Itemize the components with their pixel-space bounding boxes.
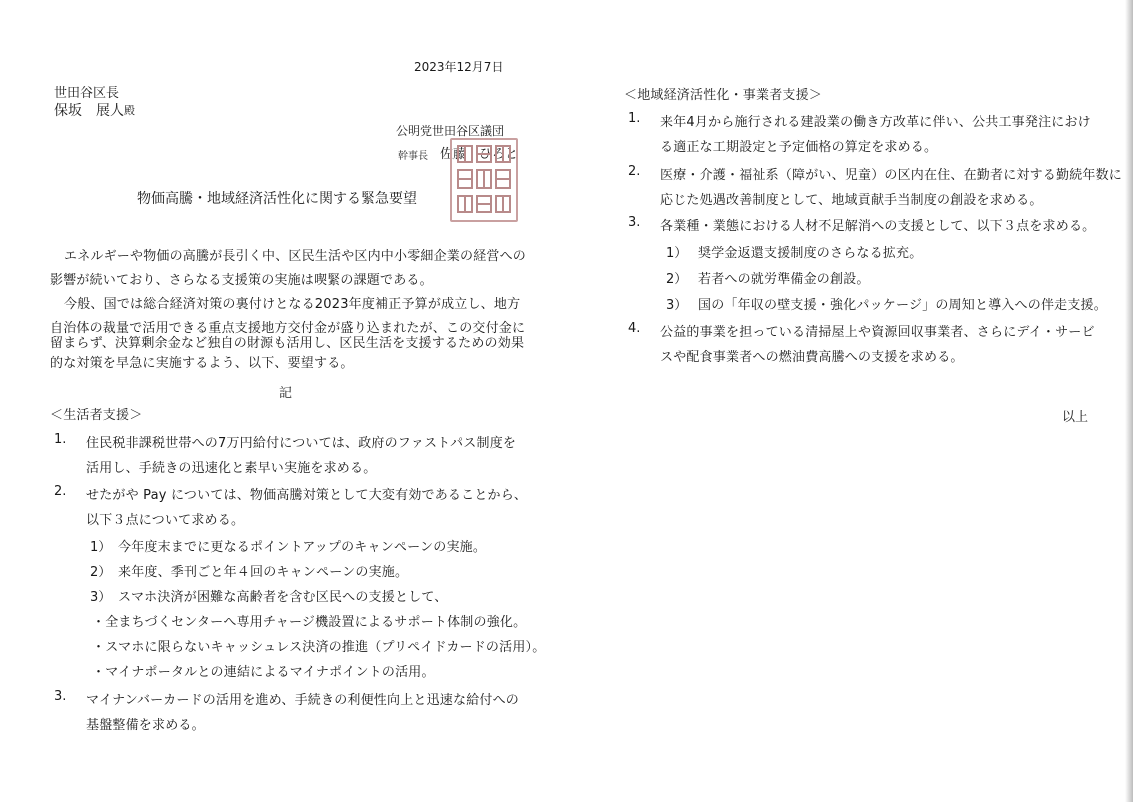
bullet-line: ・全まちづくセンターへ専用チャージ機設置によるサポート体制の強化。 bbox=[92, 615, 527, 630]
item-line: 各業種・業態における人材不足解消への支援として、以下３点を求める。 bbox=[660, 219, 1096, 234]
item-line: 以下３点について求める。 bbox=[86, 513, 245, 528]
subitem-text: 奨学金返還支援制度のさらなる拡充。 bbox=[698, 246, 923, 261]
sender-role: 幹事長 bbox=[398, 151, 428, 162]
recipient-name: 保坂 展人 bbox=[54, 103, 124, 119]
intro-line: 自治体の裁量で活用できる重点支援地方交付金が盛り込まれたが、この交付金に bbox=[50, 321, 526, 336]
subitem-number: 2） bbox=[90, 565, 112, 580]
sender-name: 佐藤 ひろと bbox=[440, 147, 519, 162]
item-number: 2. bbox=[628, 164, 641, 179]
section-heading-economy: ＜地域経済活性化・事業者支援＞ bbox=[624, 88, 823, 103]
ki-marker: 記 bbox=[279, 386, 293, 401]
subitem-text: 今年度末までに更なるポイントアップのキャンペーンの実施。 bbox=[118, 540, 487, 555]
item-line: 応じた処遇改善制度として、地域貢献手当制度の創設を求める。 bbox=[660, 193, 1043, 208]
subitem-number: 1） bbox=[90, 540, 112, 555]
bullet-line: ・スマホに限らないキャッシュレス決済の推進（プリペイドカードの活用）。 bbox=[92, 640, 546, 655]
item-line: スや配食事業者への燃油費高騰への支援を求める。 bbox=[660, 350, 964, 365]
item-line: 医療・介護・福祉系（障がい、児童）の区内在住、在勤者に対する勤続年数に bbox=[660, 168, 1123, 183]
closing-mark: 以上 bbox=[1062, 410, 1089, 425]
seal-glyphs bbox=[452, 140, 516, 220]
subitem-text: 来年度、季刊ごと年４回のキャンペーンの実施。 bbox=[118, 565, 409, 580]
item-number: 1. bbox=[628, 111, 641, 126]
item-line: 活用し、手続きの迅速化と素早い実施を求める。 bbox=[86, 461, 377, 476]
recipient-title: 世田谷区長 bbox=[54, 86, 120, 101]
sender-org: 公明党世田谷区議団 bbox=[396, 124, 505, 138]
scan-edge-shadow bbox=[1125, 0, 1133, 802]
intro-line: 留まらず、決算剰余金など独自の財源も活用し、区民生活を支援するための効果 bbox=[50, 336, 525, 351]
item-number: 1. bbox=[54, 432, 67, 447]
item-line: 来年4月から施行される建設業の働き方改革に伴い、公共工事発注におけ bbox=[660, 115, 1091, 130]
intro-line: エネルギーや物価の高騰が長引く中、区民生活や区内中小零細企業の経営への bbox=[64, 249, 527, 264]
subitem-number: 1） bbox=[666, 246, 688, 261]
official-seal bbox=[450, 138, 518, 222]
intro-line: 今般、国では総合経済対策の裏付けとなる2023年度補正予算が成立し、地方 bbox=[64, 297, 521, 312]
bullet-line: ・マイナポータルとの連結によるマイナポイントの活用。 bbox=[92, 665, 435, 680]
subitem-number: 3） bbox=[90, 590, 112, 605]
item-line: 住民税非課税世帯への7万円給付については、政府のファストパス制度を bbox=[86, 436, 517, 451]
section-heading-lifestyle: ＜生活者支援＞ bbox=[50, 408, 143, 423]
item-number: 4. bbox=[628, 321, 641, 336]
subitem-number: 2） bbox=[666, 272, 688, 287]
intro-line: 影響が続いており、さらなる支援策の実施は喫緊の課題である。 bbox=[50, 273, 433, 288]
item-line: マイナンバーカードの活用を進め、手続きの利便性向上と迅速な給付への bbox=[86, 693, 520, 708]
subitem-text: スマホ決済が困難な高齢者を含む区民への支援として、 bbox=[118, 590, 448, 605]
item-number: 2. bbox=[54, 484, 67, 499]
subitem-text: 若者への就労準備金の創設。 bbox=[698, 272, 870, 287]
item-number: 3. bbox=[628, 215, 641, 230]
intro-line: 的な対策を早急に実施するよう、以下、要望する。 bbox=[50, 356, 354, 371]
document-date: 2023年12月7日 bbox=[414, 60, 504, 74]
item-line: 基盤整備を求める。 bbox=[86, 718, 205, 733]
subitem-number: 3） bbox=[666, 298, 688, 313]
item-number: 3. bbox=[54, 689, 67, 704]
item-line: せたがや Pay については、物価高騰対策として大変有効であることから、 bbox=[86, 488, 528, 503]
honorific: 殿 bbox=[124, 104, 135, 117]
item-line: る適正な工期設定と予定価格の算定を求める。 bbox=[660, 140, 938, 155]
subitem-text: 国の「年収の壁支援・強化パッケージ」の周知と導入への伴走支援。 bbox=[698, 298, 1107, 313]
item-line: 公益的事業を担っている清掃屋上や資源回収事業者、さらにデイ・サービ bbox=[660, 325, 1095, 340]
document-title: 物価高騰・地域経済活性化に関する緊急要望 bbox=[137, 191, 417, 207]
